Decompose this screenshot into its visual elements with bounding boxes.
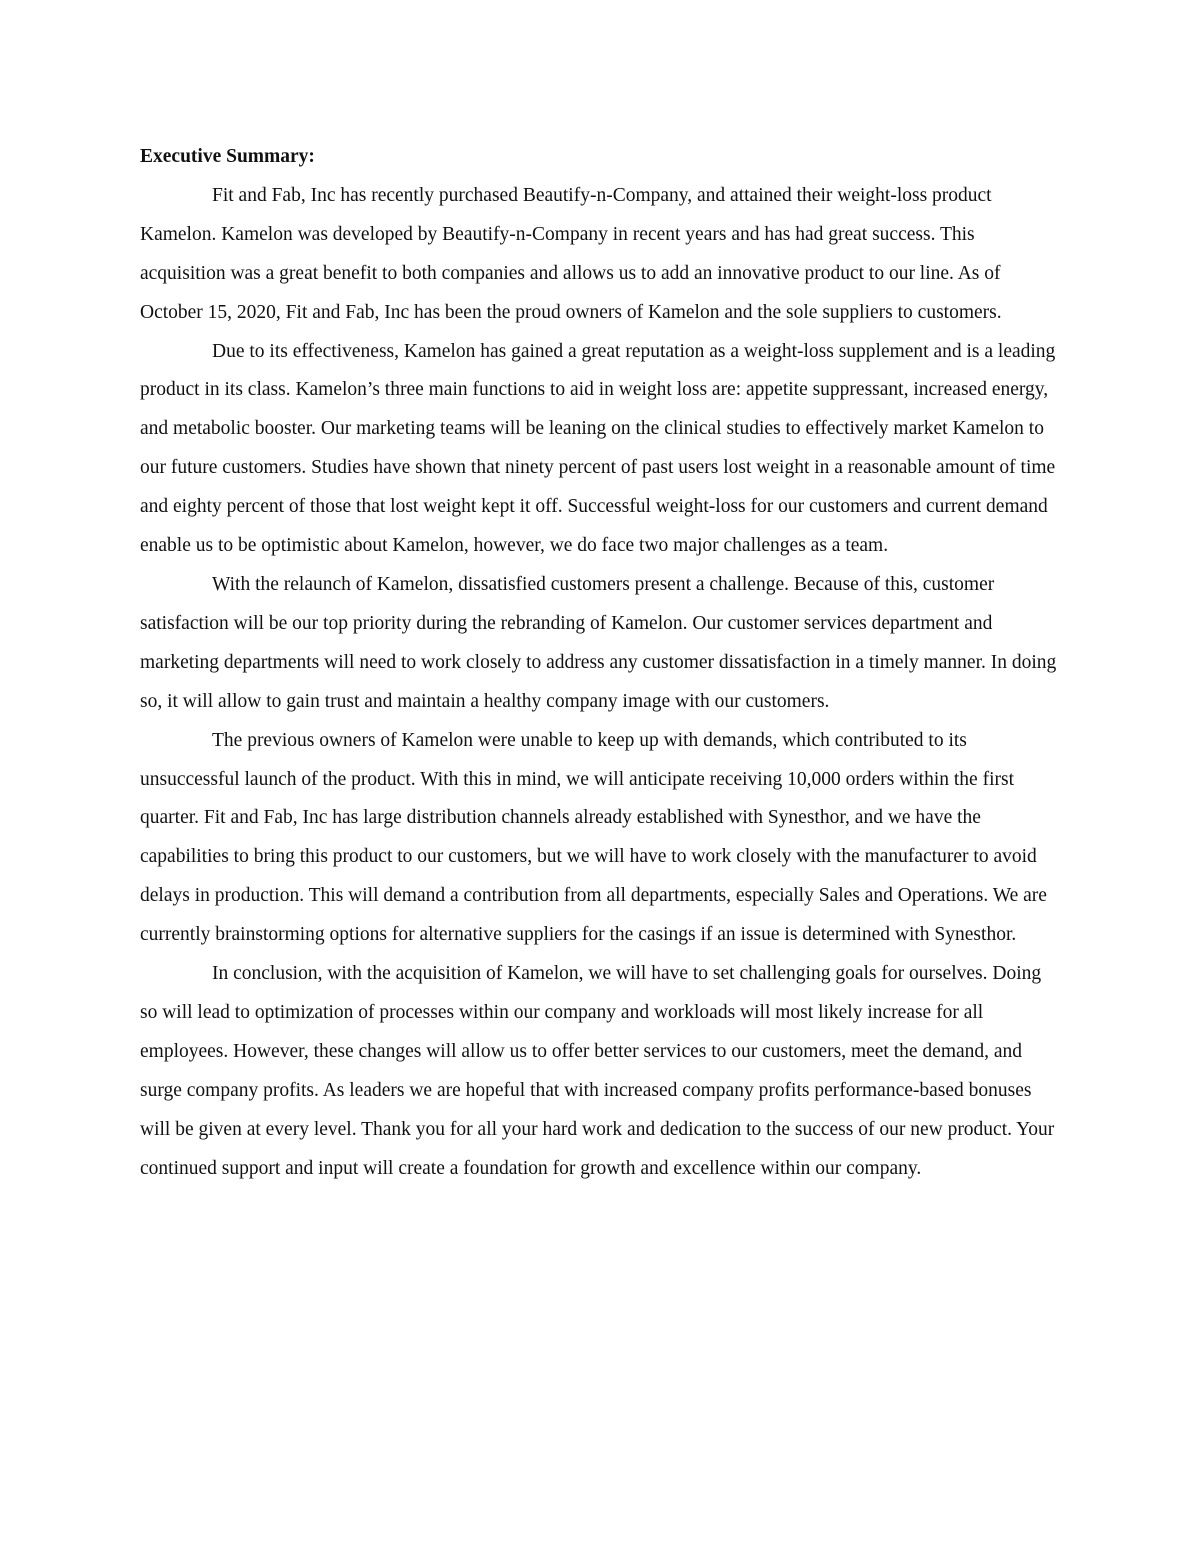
document-body: [140, 138, 1060, 1188]
paragraph-conclusion: In conclusion, with the acquisition of Kamelon, we will have to set challenging goals for ourselves. Doing so will lead to optimization of processes within our company and workloads will most likely increase for all employees. However, these changes will allow us to offer better services to our customers, meet the demand, and surge company profits. As leaders we are hopeful that with increased company profits performance-based bonuses will be given at every level. Thank you for all your hard work and dedication to the success of our new product. Your continued support and input will create a foundation for growth and excellence within our company.: [140, 963, 1055, 1179]
paragraph-demand: The previous owners of Kamelon were unable to keep up with demands, which contributed to its unsuccessful launch of the product. With this in mind, we will anticipate receiving 10,000 orders within the first quarter. Fit and Fab, Inc has large distribution channels already established with Synesthor, and we have the capabilities to bring this product to our customers, but we will have to work closely with the manufacturer to avoid delays in production. This will demand a contribution from all departments, especially Sales and Operations. We are currently brainstorming options for alternative suppliers for the casings if an issue is determined with Synesthor.: [140, 729, 1047, 946]
paragraph-intro: Fit and Fab, Inc has recently purchased Beautify-n-Company, and attained their weight-loss product Kamelon. Kamelon was developed by Beautify-n-Company in recent years and has had great success. This acquisition was a great benefit to both companies and allows us to add an innovative product to our line. As of October 15, 2020, Fit and Fab, Inc has been the proud owners of Kamelon and the sole suppliers to customers.: [140, 184, 1002, 323]
paragraph-customer-satisfaction: With the relaunch of Kamelon, dissatisfied customers present a challenge. Because of this, customer satisfaction will be our top priority during the rebranding of Kamelon. Our customer services department and marketing departments will need to work closely to address any customer dissatisfaction in a timely manner. In doing so, it will allow to gain trust and maintain a healthy company image with our customers.: [140, 573, 1057, 712]
section-heading: Executive Summary:: [140, 146, 315, 167]
paragraph-effectiveness: Due to its effectiveness, Kamelon has gained a great reputation as a weight-loss supplement and is a leading product in its class. Kamelon’s three main functions to aid in weight loss are: appetite suppressant, increased energy, and metabolic booster. Our marketing teams will be leaning on the clinical studies to effectively market Kamelon to our future customers. Studies have shown that ninety percent of past users lost weight in a reasonable amount of time and eighty percent of those that lost weight kept it off. Successful weight-loss for our customers and current demand enable us to be optimistic about Kamelon, however, we do face two major challenges as a team.: [140, 340, 1056, 557]
